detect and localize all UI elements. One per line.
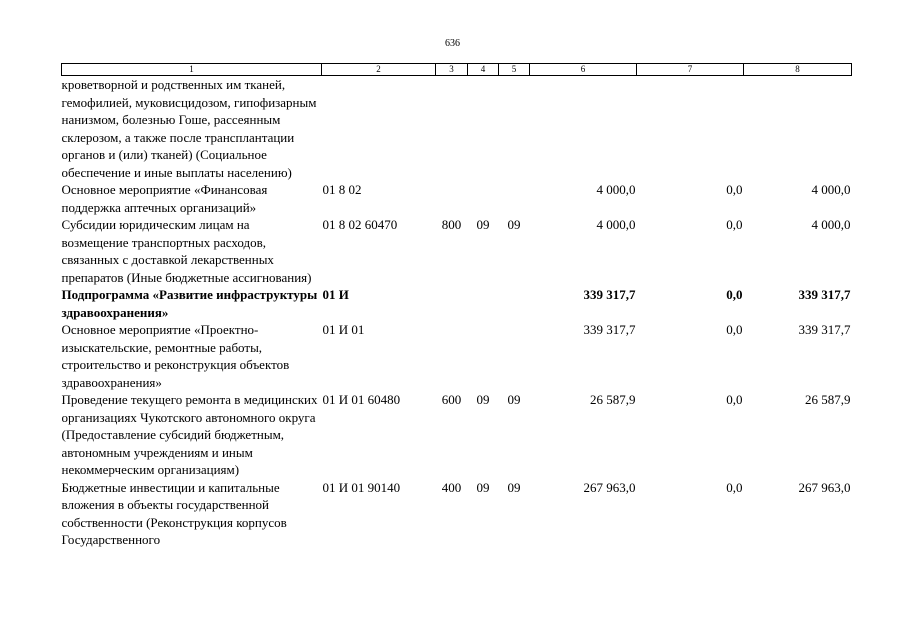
col-header-5: 5 <box>499 64 530 76</box>
row-vr <box>436 321 468 391</box>
row-value-6: 4 000,0 <box>596 217 636 232</box>
budget-table <box>61 63 852 549</box>
table-row <box>62 216 852 286</box>
row-name: Бюджетные инвестиции и капитальные вложения в объекты государственной собственности (Реконструкция корпусов Государственного <box>61 479 287 547</box>
row-value-7: 0,0 <box>726 479 743 495</box>
row-value-7 <box>637 76 744 182</box>
row-name: кроветворной и родственных им тканей, гемофилией, муковисцидозом, гипофизарным нанизмом, болезнью Гоше, рассеянным склерозом, а также после трансплантации органов и (или) тканей) (Социальное обеспечение и иные выплаты населению) <box>61 77 317 180</box>
row-name: Проведение текущего ремонта в медицинских организациях Чукотского автономного округа (Предоставление субсидий бюджетным, автономным учреждениям и иным некоммерческим организациям) <box>61 392 318 477</box>
page-number: 636 <box>445 38 460 49</box>
table-row <box>62 321 852 391</box>
row-pr <box>499 76 530 182</box>
row-value-7: 0,0 <box>726 392 743 407</box>
row-rz <box>468 321 499 391</box>
row-value-6: 339 317,7 <box>583 287 636 302</box>
row-rz <box>468 76 499 182</box>
col-header-3: 3 <box>436 64 468 76</box>
row-value-7: 0,0 <box>726 287 743 302</box>
table-row-subprogram <box>62 286 852 321</box>
row-pr <box>499 181 530 216</box>
row-name: Субсидии юридическим лицам на возмещение транспортных расходов, связанных с доставкой лекарственных препаратов (Иные бюджетные ассигнования) <box>61 217 312 285</box>
row-pr: 09 <box>507 479 521 495</box>
row-vr: 600 <box>441 392 462 407</box>
header-row <box>62 64 852 76</box>
row-value-6: 267 963,0 <box>583 479 636 495</box>
row-vr <box>436 181 468 216</box>
row-value-7: 0,0 <box>726 217 743 232</box>
row-code: 01 И <box>322 287 349 302</box>
col-header-7: 7 <box>637 64 744 76</box>
row-code: 01 8 02 60470 <box>322 217 398 232</box>
row-code: 01 И 01 60480 <box>322 392 401 407</box>
row-value-6: 4 000,0 <box>596 182 636 197</box>
row-value-6: 26 587,9 <box>590 392 636 407</box>
row-code <box>322 76 436 182</box>
col-header-1: 1 <box>62 64 322 76</box>
row-value-8: 339 317,7 <box>798 287 851 302</box>
table-row <box>62 181 852 216</box>
row-name: Основное мероприятие «Финансовая поддержка аптечных организаций» <box>61 182 268 215</box>
row-value-8: 26 587,9 <box>805 392 851 407</box>
col-header-8: 8 <box>744 64 852 76</box>
row-name: Подпрограмма «Развитие инфраструктуры здравоохранения» <box>61 287 318 320</box>
row-value-8: 4 000,0 <box>811 182 851 197</box>
row-value-7: 0,0 <box>726 322 743 337</box>
row-value-8: 339 317,7 <box>798 322 851 337</box>
col-header-6: 6 <box>530 64 637 76</box>
row-value-6 <box>530 76 637 182</box>
row-pr <box>499 286 530 321</box>
row-value-6: 339 317,7 <box>583 322 636 337</box>
row-vr: 800 <box>441 217 462 232</box>
row-rz: 09 <box>476 392 490 407</box>
table-row <box>62 76 852 182</box>
row-value-8 <box>744 76 852 182</box>
row-rz <box>468 286 499 321</box>
row-value-8: 4 000,0 <box>811 217 851 232</box>
row-rz: 09 <box>476 217 490 232</box>
row-name: Основное мероприятие «Проектно-изыскательские, ремонтные работы, строительство и реконструкция объектов здравоохранения» <box>61 322 290 390</box>
col-header-2: 2 <box>322 64 436 76</box>
row-rz <box>468 181 499 216</box>
col-header-4: 4 <box>468 64 499 76</box>
table-row <box>62 391 852 479</box>
row-code: 01 И 01 90140 <box>322 479 401 495</box>
row-vr <box>436 76 468 182</box>
row-code: 01 И 01 <box>322 322 365 337</box>
row-pr: 09 <box>507 217 521 232</box>
row-pr <box>499 321 530 391</box>
table-row <box>62 479 852 549</box>
row-rz: 09 <box>476 479 490 495</box>
row-vr <box>436 286 468 321</box>
row-code: 01 8 02 <box>322 182 362 197</box>
row-vr: 400 <box>441 479 462 495</box>
row-pr: 09 <box>507 392 521 407</box>
row-value-7: 0,0 <box>726 182 743 197</box>
row-value-8: 267 963,0 <box>798 479 851 495</box>
